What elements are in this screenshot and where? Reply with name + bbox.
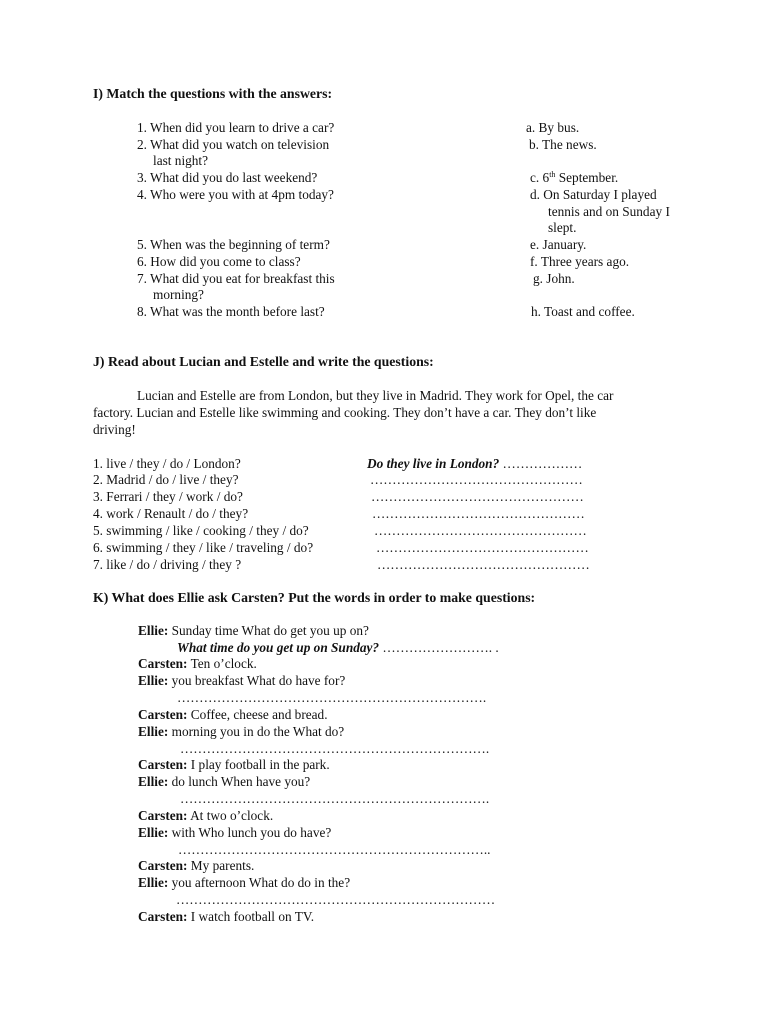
speaker-ellie: Ellie: <box>138 623 169 638</box>
speaker-carsten: Carsten: <box>138 707 188 722</box>
paragraph-line-2: factory. Lucian and Estelle like swimming and cooking. They don’t have a car. They don’t like <box>93 405 597 420</box>
answer-line-k5: …………………………………………………………….. <box>178 842 491 857</box>
speaker-ellie: Ellie: <box>138 875 169 890</box>
answer-h: h. Toast and coffee. <box>531 304 635 319</box>
dialogue-carsten-2 <box>138 707 328 723</box>
prompt-7: 7. like / do / driving / they ? <box>93 557 242 572</box>
answer-b: b. The news. <box>529 137 597 152</box>
prompt-1: 1. live / they / do / London? <box>93 456 241 471</box>
dialogue-ellie-4 <box>138 774 310 790</box>
prompt-4: 4. work / Renault / do / they? <box>93 506 249 521</box>
answer-line-7: ………………………………………… <box>377 557 590 572</box>
reply-text: Ten o’clock. <box>187 656 257 671</box>
answer-d: d. On Saturday I played <box>530 187 657 202</box>
section-k-heading: K) What does Ellie ask Carsten? Put the words in order to make questions: <box>93 590 536 605</box>
example-question: What time do you get up on Sunday? <box>177 640 380 655</box>
speaker-carsten: Carsten: <box>138 656 188 671</box>
answer-line-k2: ……………………………………………………………. <box>177 690 487 705</box>
question-7: 7. What did you eat for breakfast this <box>137 271 335 286</box>
answer-e: e. January. <box>530 237 587 252</box>
answer-f: f. Three years ago. <box>530 254 630 269</box>
dialogue-ellie-6 <box>138 875 350 891</box>
section-i-heading: I) Match the questions with the answers: <box>93 86 333 101</box>
answer-line-5: ………………………………………… <box>374 523 587 538</box>
question-6: 6. How did you come to class? <box>137 254 301 269</box>
dialogue-carsten-4 <box>138 808 273 824</box>
example-answer: Do they live in London? <box>367 456 500 471</box>
paragraph-line-3: driving! <box>93 422 136 437</box>
speaker-carsten: Carsten: <box>138 757 188 772</box>
scrambled-words: morning you in do the What do? <box>168 724 345 739</box>
section-j-heading: J) Read about Lucian and Estelle and write the questions: <box>93 354 434 369</box>
dialogue-carsten-3 <box>138 757 330 773</box>
reply-text: I watch football on TV. <box>187 909 315 924</box>
reply-text: I play football in the park. <box>187 757 330 772</box>
dialogue-carsten-5 <box>138 858 254 874</box>
speaker-carsten: Carsten: <box>138 858 188 873</box>
question-3: 3. What did you do last weekend? <box>137 170 318 185</box>
answer-line-4: ………………………………………… <box>372 506 585 521</box>
dialogue-ellie-2 <box>138 673 345 689</box>
answer-dots: ……………… <box>499 456 583 471</box>
dialogue-ellie-3 <box>138 724 344 740</box>
scrambled-words: Sunday time What do get you up on? <box>168 623 369 638</box>
question-5: 5. When was the beginning of term? <box>137 237 330 252</box>
question-7-cont: morning? <box>153 287 204 302</box>
answer-d-cont-1: tennis and on Sunday I <box>548 204 670 219</box>
answer-c <box>530 170 618 186</box>
reply-text: My parents. <box>187 858 255 873</box>
speaker-ellie: Ellie: <box>138 774 169 789</box>
reply-text: At two o’clock. <box>187 808 274 823</box>
paragraph-line-1: Lucian and Estelle are from London, but they live in Madrid. They work for Opel, the car <box>137 388 614 403</box>
question-8: 8. What was the month before last? <box>137 304 325 319</box>
answer-line-6: ………………………………………… <box>376 540 589 555</box>
answer-dots: ……………………. . <box>379 640 499 655</box>
prompt-2: 2. Madrid / do / live / they? <box>93 472 239 487</box>
answer-c-text: c. 6 <box>530 170 550 185</box>
answer-d-cont-2: slept. <box>548 220 577 235</box>
speaker-carsten: Carsten: <box>138 808 188 823</box>
scrambled-words: do lunch When have you? <box>168 774 311 789</box>
speaker-ellie: Ellie: <box>138 724 169 739</box>
scrambled-words: you breakfast What do have for? <box>168 673 346 688</box>
answer-line-2: ………………………………………… <box>370 472 583 487</box>
dialogue-carsten-1 <box>138 656 257 672</box>
answer-line-k6: ……………………………………………………………… <box>176 892 496 907</box>
answer-line-1 <box>367 456 582 472</box>
answer-c-month: September. <box>555 170 619 185</box>
answer-g: g. John. <box>533 271 575 286</box>
question-2: 2. What did you watch on television <box>137 137 330 152</box>
answer-line-k3: ……………………………………………………………. <box>180 741 490 756</box>
question-4: 4. Who were you with at 4pm today? <box>137 187 334 202</box>
reply-text: Coffee, cheese and bread. <box>187 707 328 722</box>
scrambled-words: you afternoon What do do in the? <box>168 875 351 890</box>
scrambled-words: with Who lunch you do have? <box>168 825 332 840</box>
prompt-3: 3. Ferrari / they / work / do? <box>93 489 243 504</box>
dialogue-carsten-6 <box>138 909 314 925</box>
answer-a: a. By bus. <box>526 120 580 135</box>
speaker-ellie: Ellie: <box>138 673 169 688</box>
dialogue-ellie-5 <box>138 825 331 841</box>
prompt-5: 5. swimming / like / cooking / they / do? <box>93 523 309 538</box>
speaker-ellie: Ellie: <box>138 825 169 840</box>
answer-line-3: ………………………………………… <box>371 489 584 504</box>
answer-c-superscript: th <box>549 170 556 179</box>
answer-line-k4: ……………………………………………………………. <box>180 791 490 806</box>
example-answer-line <box>177 640 499 656</box>
speaker-carsten: Carsten: <box>138 909 188 924</box>
prompt-6: 6. swimming / they / like / traveling / do? <box>93 540 314 555</box>
question-1: 1. When did you learn to drive a car? <box>137 120 335 135</box>
dialogue-ellie-1 <box>138 623 369 639</box>
question-2-cont: last night? <box>153 153 209 168</box>
